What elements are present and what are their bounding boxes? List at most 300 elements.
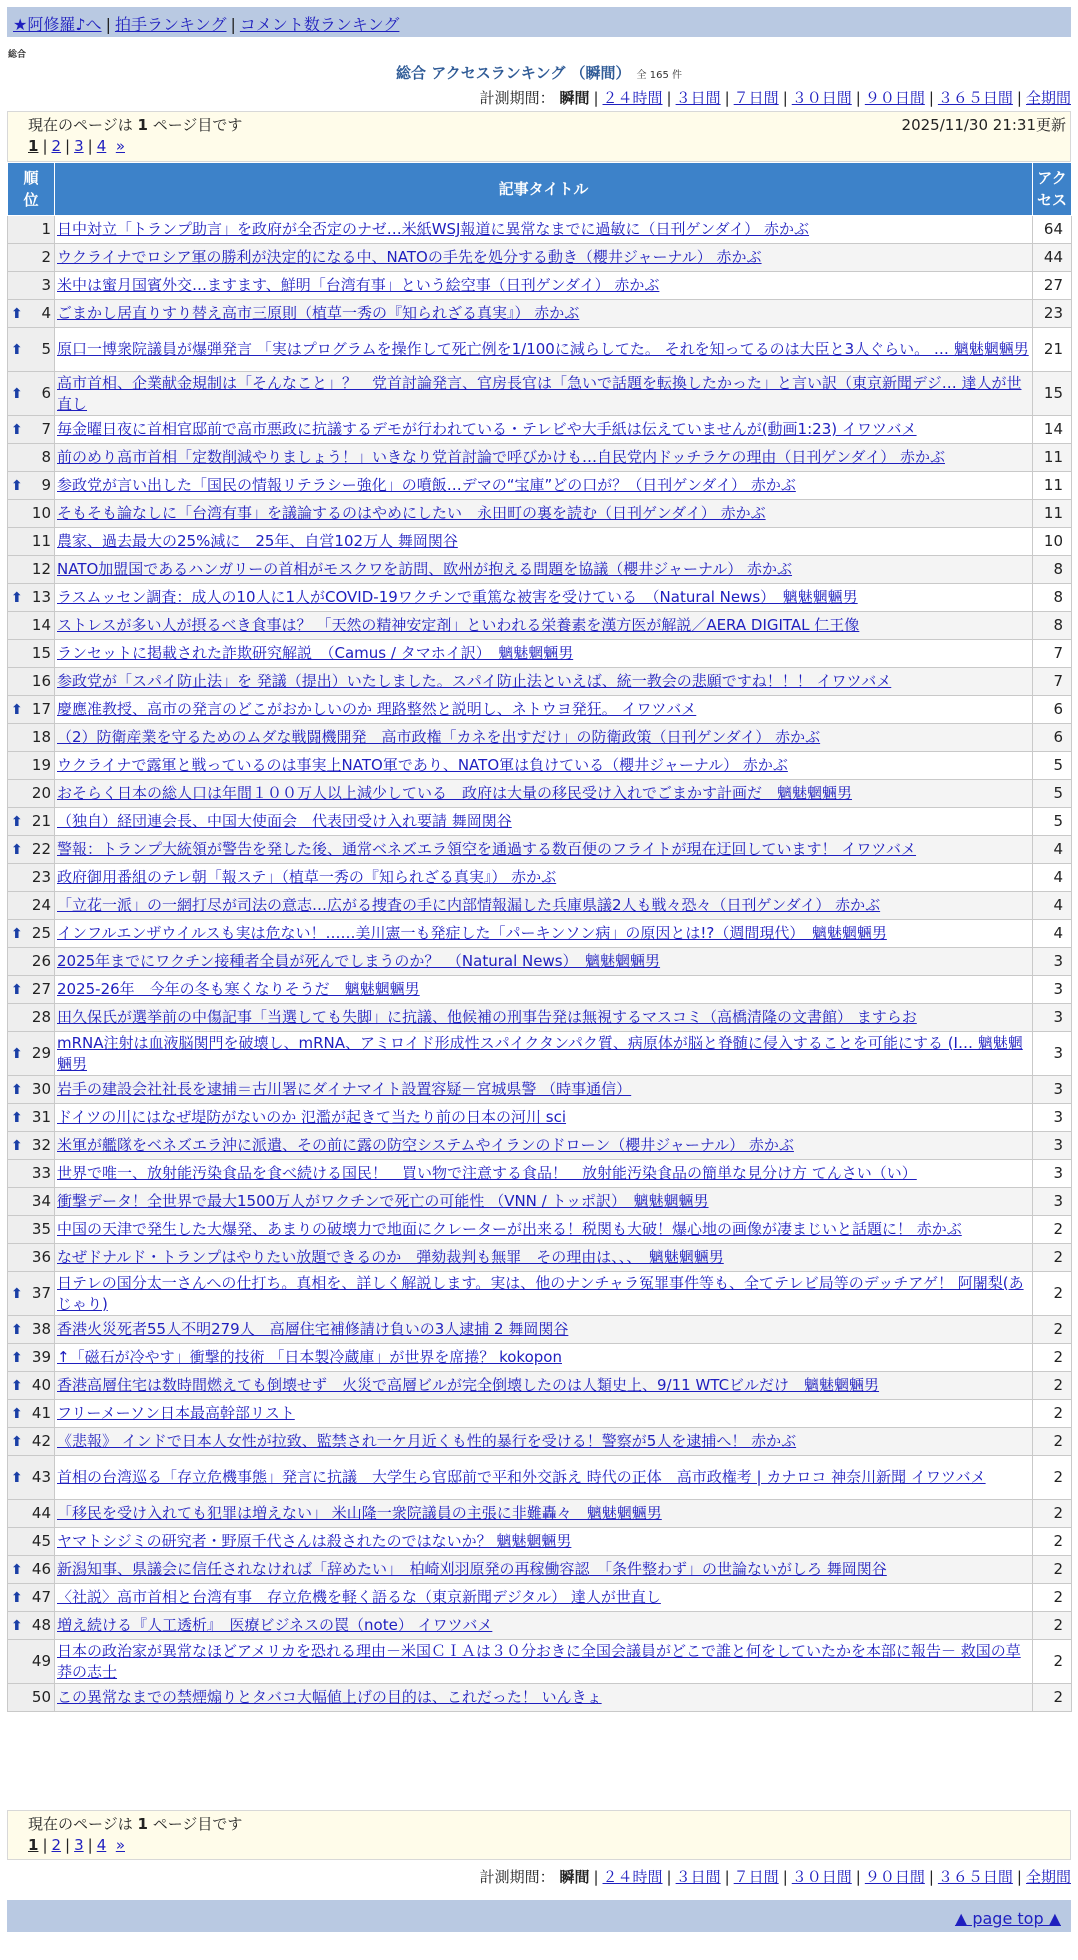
table-row: [8, 1004, 1072, 1032]
article-title-link[interactable]: （独自）経団連会長、中国大使面会 代表団受け入れ要請 舞岡関谷: [57, 812, 512, 830]
table-row: [8, 836, 1072, 864]
rank-cell: [8, 1032, 55, 1076]
link-asyura-home[interactable]: ★阿修羅♪へ: [13, 15, 102, 34]
rank-number: 48: [31, 1616, 51, 1634]
period-label: 計測期間：: [479, 89, 555, 107]
title-cell: [55, 1216, 1033, 1244]
access-count: 2: [1033, 1428, 1072, 1456]
title-cell: [55, 584, 1033, 612]
title-cell: [55, 216, 1033, 244]
article-title-link[interactable]: ストレスが多い人が摂るべき食事は？ 「天然の精神安定剤」といわれる栄養素を漢方医が解説／AERA DIGITAL 仁王像: [57, 616, 860, 634]
rank-cell: [8, 1244, 55, 1272]
table-row: [8, 892, 1072, 920]
article-title-link[interactable]: フリーメーソン日本最高幹部リスト: [57, 1404, 295, 1422]
title-cell: [55, 836, 1033, 864]
current-page-prefix: 現在のページは: [28, 1815, 133, 1833]
separator: |: [724, 1868, 730, 1886]
rank-number: 49: [31, 1652, 51, 1670]
access-count: 7: [1033, 640, 1072, 668]
access-count: 3: [1033, 976, 1072, 1004]
rank-number: 20: [31, 784, 51, 802]
article-title-link[interactable]: そもそも論なしに「台湾有事」を議論するのはやめにしたい 永田町の裏を読む（日刊ゲンダイ） 赤かぶ: [57, 504, 766, 522]
article-title-link[interactable]: おそらく日本の総人口は年間１００万人以上減少している 政府は大量の移民受け入れでごまかす計画だ 魑魅魍魎男: [57, 784, 853, 802]
period-label: 計測期間：: [479, 1868, 555, 1886]
rank-cell: [8, 668, 55, 696]
title-cell: [55, 416, 1033, 444]
access-count: 5: [1033, 752, 1072, 780]
rank-number: 45: [31, 1532, 51, 1550]
rank-cell: [8, 948, 55, 976]
access-count: 2: [1033, 1612, 1072, 1640]
page-top-link[interactable]: ▲ page top ▲: [954, 1909, 1061, 1928]
title-cell: [55, 780, 1033, 808]
article-title-link[interactable]: 衝撃データ！全世界で最大1500万人がワクチンで死亡の可能性 （VNN / トッポ訳） 魑魅魍魎男: [57, 1192, 709, 1210]
table-row: [8, 416, 1072, 444]
table-row: [8, 696, 1072, 724]
page-1-current: 1: [28, 137, 39, 155]
title-cell: [55, 1684, 1033, 1712]
table-row: [8, 1216, 1072, 1244]
page-2-link[interactable]: 2: [51, 137, 62, 155]
access-count: 6: [1033, 696, 1072, 724]
rank-number: 24: [31, 896, 51, 914]
access-count: 6: [1033, 724, 1072, 752]
table-row: [8, 1500, 1072, 1528]
access-count: 3: [1033, 1188, 1072, 1216]
access-count: 2: [1033, 1640, 1072, 1684]
article-title-link[interactable]: 香港火災死者55人不明279人 高層住宅補修請け負いの3人逮捕 2 舞岡関谷: [57, 1320, 569, 1338]
table-row: [8, 372, 1072, 416]
article-title-link[interactable]: 農家、過去最大の25%減に 25年、自営102万人 舞岡関谷: [57, 532, 458, 550]
access-count: 4: [1033, 864, 1072, 892]
separator: |: [87, 1836, 93, 1854]
article-title-link[interactable]: 前のめり高市首相「定数削減やりましょう！」いきなり党首討論で呼びかけも…自民党内ドッチラケの理由（日刊ゲンダイ） 赤かぶ: [57, 448, 945, 466]
rank-number: 3: [41, 276, 51, 294]
rank-number: 8: [41, 448, 51, 466]
title-cell: [55, 1528, 1033, 1556]
separator: |: [65, 137, 71, 155]
separator: |: [928, 1868, 934, 1886]
access-count: 3: [1033, 1032, 1072, 1076]
title-cell: [55, 1584, 1033, 1612]
article-title-link[interactable]: 田久保氏が選挙前の中傷記事「当選しても失脚」に抗議、他候補の刑事告発は無視するマスコミ（高橋清隆の文書館） ますらお: [57, 1008, 917, 1026]
separator: |: [105, 15, 111, 34]
access-count: 4: [1033, 892, 1072, 920]
access-count: 2: [1033, 1684, 1072, 1712]
rank-cell: [8, 416, 55, 444]
article-title-link[interactable]: 警報：トランプ大統領が警告を発した後、通常ベネズエラ領空を通過する数百便のフライトが現在迂回しています！ イワツバメ: [57, 840, 917, 858]
access-count: 64: [1033, 216, 1072, 244]
rank-number: 32: [31, 1136, 51, 1154]
rank-cell: [8, 244, 55, 272]
rank-number: 37: [31, 1284, 51, 1302]
table-row: [8, 272, 1072, 300]
rank-cell: [8, 724, 55, 752]
up-arrow-icon: ⬆: [11, 1617, 23, 1634]
access-count: 5: [1033, 780, 1072, 808]
article-title-link[interactable]: mRNA注射は血液脳関門を破壊し、mRNA、アミロイド形成性スパイクタンパク質、病原体が脳と脊髄に侵入することを可能にする (I… 魑魅魍魎男: [57, 1033, 1023, 1073]
current-page-prefix: 現在のページは: [28, 116, 133, 134]
access-count: 2: [1033, 1528, 1072, 1556]
article-title-link[interactable]: 政府御用番組のテレ朝「報ステ」（植草一秀の『知られざる真実』） 赤かぶ: [57, 868, 557, 886]
separator: |: [42, 1836, 48, 1854]
title-cell: [55, 1160, 1033, 1188]
title-cell: [55, 1316, 1033, 1344]
ranking-table-body: [8, 216, 1072, 1712]
period-current: 瞬間: [559, 1868, 590, 1886]
rank-cell: [8, 780, 55, 808]
rank-number: 38: [31, 1320, 51, 1338]
up-arrow-icon: ⬆: [11, 981, 23, 998]
access-count: 2: [1033, 1216, 1072, 1244]
article-title-link[interactable]: 毎金曜日夜に首相官邸前で高市悪政に抗議するデモが行われている・テレビや大手紙は伝えていませんが(動画1:23) イワツバメ: [57, 420, 917, 438]
article-title-link[interactable]: ウクライナでロシア軍の勝利が決定的になる中、NATOの手先を処分する動き（櫻井ジャーナル） 赤かぶ: [57, 248, 762, 266]
table-row: [8, 780, 1072, 808]
title-cell: [55, 1500, 1033, 1528]
access-count: 15: [1033, 372, 1072, 416]
article-title-link[interactable]: 《悲報》 インドで日本人女性が拉致、監禁され一ケ月近くも性的暴行を受ける！警察が5人を逮捕へ！ 赤かぶ: [57, 1432, 797, 1450]
article-title-link[interactable]: 首相の台湾巡る「存立危機事態」発言に抗議 大学生ら官邸前で平和外交訴え 時代の正体 高市政権考 | カナロコ 神奈川新聞 イワツバメ: [57, 1468, 986, 1486]
title-cell: [55, 752, 1033, 780]
up-arrow-icon: ⬆: [11, 1561, 23, 1578]
next-page-link[interactable]: »: [115, 1836, 125, 1854]
rank-number: 6: [41, 384, 51, 402]
article-title-link[interactable]: 2025-26年 今年の冬も寒くなりそうだ 魑魅魍魎男: [57, 980, 420, 998]
period-30d[interactable]: ３０日間: [791, 1868, 852, 1886]
table-row: [8, 1556, 1072, 1584]
period-7d[interactable]: ７日間: [733, 89, 779, 107]
article-title-link[interactable]: インフルエンザウイルスも実は危ない！……美川憲一も発症した「パーキンソン病」の原因とは!?（週間現代） 魑魅魍魎男: [57, 924, 887, 942]
page-3-link[interactable]: 3: [74, 137, 84, 155]
access-count: 4: [1033, 836, 1072, 864]
title-cell: [55, 1244, 1033, 1272]
article-title-link[interactable]: 日テレの国分太一さんへの仕打ち。真相を、詳しく解説します。実は、他のナンチャラ冤罪事件等も、全てテレビ局等のデッチアゲ！ 阿闍梨(あじゃり): [57, 1273, 1024, 1313]
access-count: 27: [1033, 272, 1072, 300]
title-cell: [55, 1272, 1033, 1316]
up-arrow-icon: ⬆: [11, 1045, 23, 1062]
article-title-link[interactable]: 世界で唯一、放射能汚染食品を食べ続ける国民！ 買い物で注意する食品！ 放射能汚染食品の簡単な見分け方 てんさい（い）: [57, 1164, 917, 1182]
article-title-link[interactable]: 原口一博衆院議員が爆弾発言 「実はプログラムを操作して死亡例を1/100に減らしてた。 それを知ってるのは大臣と3人ぐらい。 … 魑魅魍魎男: [57, 340, 1029, 358]
up-arrow-icon: ⬆: [11, 421, 23, 438]
up-arrow-icon: ⬆: [11, 1081, 23, 1098]
title-cell: [55, 1076, 1033, 1104]
title-cell: [55, 1372, 1033, 1400]
table-row: [8, 1684, 1072, 1712]
rank-number: 17: [31, 700, 51, 718]
up-arrow-icon: ⬆: [11, 1377, 23, 1394]
title-cell: [55, 1344, 1033, 1372]
rank-number: 41: [31, 1404, 51, 1422]
title-cell: [55, 300, 1033, 328]
rank-cell: [8, 1528, 55, 1556]
access-count: 10: [1033, 528, 1072, 556]
rank-cell: [8, 472, 55, 500]
up-arrow-icon: ⬆: [11, 385, 23, 402]
link-comment-ranking[interactable]: コメント数ランキング: [239, 15, 400, 34]
table-row: [8, 444, 1072, 472]
col-header-rank-line1: 順: [23, 169, 39, 187]
title-cell: [55, 1032, 1033, 1076]
access-count: 2: [1033, 1244, 1072, 1272]
article-title-link[interactable]: 新潟知事、県議会に信任されなければ「辞めたい」 柏崎刈羽原発の再稼働容認 「条件整わず」の世論ないがしろ 舞岡関谷: [57, 1560, 887, 1578]
article-title-link[interactable]: ウクライナで露軍と戦っているのは事実上NATO軍であり、NATO軍は負けている（櫻井ジャーナル） 赤かぶ: [57, 756, 788, 774]
access-count: 11: [1033, 444, 1072, 472]
access-count: 8: [1033, 556, 1072, 584]
page-title: [0, 62, 1078, 83]
access-count: 14: [1033, 416, 1072, 444]
rank-cell: [8, 1076, 55, 1104]
page-title-text: 総合 アクセスランキング （瞬間）: [396, 64, 631, 82]
period-all[interactable]: 全期間: [1025, 89, 1071, 107]
page-2-link[interactable]: 2: [51, 1836, 62, 1854]
page-4-link[interactable]: 4: [96, 137, 107, 155]
article-title-link[interactable]: ランセットに掲載された詐欺研究解説 （Camus / タマホイ訳） 魑魅魍魎男: [57, 644, 574, 662]
title-cell: [55, 1188, 1033, 1216]
table-row: [8, 584, 1072, 612]
article-title-link[interactable]: 米軍が艦隊をベネズエラ沖に派遣、その前に露の防空システムやイランのドローン（櫻井ジャーナル） 赤かぶ: [57, 1136, 794, 1154]
article-title-link[interactable]: 日中対立「トランプ助言」を政府が全否定のナゼ…米紙WSJ報道に異常なまでに過敏に（日刊ゲンダイ） 赤かぶ: [57, 220, 810, 238]
rank-number: 33: [31, 1164, 51, 1182]
rank-cell: [8, 1344, 55, 1372]
access-count: 4: [1033, 920, 1072, 948]
rank-cell: [8, 1584, 55, 1612]
period-selector-top: [480, 87, 1071, 108]
rank-number: 44: [31, 1504, 51, 1522]
rank-cell: [8, 640, 55, 668]
title-cell: [55, 272, 1033, 300]
period-30d[interactable]: ３０日間: [791, 89, 852, 107]
up-arrow-icon: ⬆: [11, 1285, 23, 1302]
up-arrow-icon: ⬆: [11, 1589, 23, 1606]
up-arrow-icon: ⬆: [11, 1433, 23, 1450]
rank-number: 21: [31, 812, 51, 830]
period-3d[interactable]: ３日間: [675, 1868, 721, 1886]
article-title-link[interactable]: 参政党が「スパイ防止法」を 発議（提出）いたしました。スパイ防止法といえば、統一教会の悲願ですね！！！ イワツバメ: [57, 672, 892, 690]
access-count: 3: [1033, 1160, 1072, 1188]
rank-cell: [8, 1428, 55, 1456]
up-arrow-icon: ⬆: [11, 1349, 23, 1366]
table-row: [8, 864, 1072, 892]
period-3d[interactable]: ３日間: [675, 89, 721, 107]
title-cell: [55, 472, 1033, 500]
rank-number: 4: [41, 304, 51, 322]
table-row: [8, 500, 1072, 528]
article-title-link[interactable]: 慶應准教授、高市の発言のどこがおかしいのか 理路整然と説明し、ネトウヨ発狂。 イワツバメ: [57, 700, 697, 718]
title-cell: [55, 668, 1033, 696]
separator: |: [65, 1836, 71, 1854]
pagination-bottom: [28, 1836, 125, 1854]
period-24h[interactable]: ２４時間: [602, 1868, 663, 1886]
rank-cell: [8, 1104, 55, 1132]
rank-number: 12: [31, 560, 51, 578]
table-row: [8, 1640, 1072, 1684]
rank-number: 19: [31, 756, 51, 774]
title-cell: [55, 1400, 1033, 1428]
separator: |: [593, 89, 599, 107]
rank-cell: [8, 976, 55, 1004]
article-title-link[interactable]: なぜドナルド・トランプはやりたい放題できるのか 弾劾裁判も無罪 その理由は、、、 魑魅魍魎男: [57, 1248, 724, 1266]
page-info-top: [7, 111, 1071, 162]
up-arrow-icon: ⬆: [11, 1321, 23, 1338]
access-count: 2: [1033, 1556, 1072, 1584]
period-selector-bottom: [480, 1866, 1071, 1887]
rank-cell: [8, 1556, 55, 1584]
title-cell: [55, 808, 1033, 836]
rank-cell: [8, 892, 55, 920]
table-row: [8, 1132, 1072, 1160]
article-title-link[interactable]: この異常なまでの禁煙煽りとタバコ大幅値上げの目的は、これだった！ いんきょ: [57, 1688, 602, 1706]
table-row: [8, 640, 1072, 668]
next-page-link[interactable]: »: [115, 137, 125, 155]
title-cell: [55, 612, 1033, 640]
rank-number: 22: [31, 840, 51, 858]
rank-cell: [8, 1640, 55, 1684]
article-title-link[interactable]: ごまかし居直りすり替え高市三原則（植草一秀の『知られざる真実』） 赤かぶ: [57, 304, 580, 322]
rank-cell: [8, 836, 55, 864]
rank-cell: [8, 1132, 55, 1160]
access-count: 3: [1033, 1132, 1072, 1160]
article-title-link[interactable]: ドイツの川にはなぜ堤防がないのか 氾濫が起きて当たり前の日本の河川 sci: [57, 1108, 567, 1126]
rank-cell: [8, 328, 55, 372]
title-cell: [55, 1004, 1033, 1032]
period-365d[interactable]: ３６５日間: [937, 1868, 1013, 1886]
separator: |: [593, 1868, 599, 1886]
rank-cell: [8, 1456, 55, 1500]
up-arrow-icon: ⬆: [11, 1109, 23, 1126]
title-cell: [55, 1428, 1033, 1456]
separator: |: [42, 137, 48, 155]
access-count: 44: [1033, 244, 1072, 272]
article-title-link[interactable]: ラスムッセン調査：成人の10人に1人がCOVID-19ワクチンで重篤な被害を受けている （Natural News） 魑魅魍魎男: [57, 588, 858, 606]
article-title-link[interactable]: NATO加盟国であるハンガリーの首相がモスクワを訪問、欧州が抱える問題を協議（櫻井ジャーナル） 赤かぶ: [57, 560, 793, 578]
rank-number: 11: [31, 532, 51, 550]
article-title-link[interactable]: 岩手の建設会社社長を逮捕＝古川署にダイナマイト設置容疑－宮城県警 （時事通信）: [57, 1080, 632, 1098]
rank-number: 25: [31, 924, 51, 942]
article-title-link[interactable]: （2）防衛産業を守るためのムダな戦闘機開発 高市政権「カネを出すだけ」の防衛政策（日刊ゲンダイ） 赤かぶ: [57, 728, 821, 746]
article-title-link[interactable]: 日本の政治家が異常なほどアメリカを恐れる理由－米国ＣＩＡは３０分おきに全国会議員がどこで誰と何をしていたかを本部に報告－ 救国の草莽の志士: [57, 1641, 1021, 1681]
rank-number: 27: [31, 980, 51, 998]
period-365d[interactable]: ３６５日間: [937, 89, 1013, 107]
period-90d[interactable]: ９０日間: [864, 1868, 925, 1886]
link-applause-ranking[interactable]: 拍手ランキング: [114, 15, 227, 34]
separator: |: [782, 89, 788, 107]
article-title-link[interactable]: 増え続ける『人工透析』 医療ビジネスの罠（note） イワツバメ: [57, 1616, 493, 1634]
title-cell: [55, 864, 1033, 892]
up-arrow-icon: ⬆: [11, 305, 23, 322]
rank-number: 2: [41, 248, 51, 266]
article-title-link[interactable]: ヤマトシジミの研究者・野原千代さんは殺されたのではないか？ 魑魅魍魎男: [57, 1532, 572, 1550]
title-cell: [55, 1104, 1033, 1132]
period-24h[interactable]: ２４時間: [602, 89, 663, 107]
rank-cell: [8, 808, 55, 836]
separator: |: [87, 137, 93, 155]
article-title-link[interactable]: 参政党が言い出した「国民の情報リテラシー強化」の噴飯…デマの“宝庫”どの口が？（日刊ゲンダイ） 赤かぶ: [57, 476, 796, 494]
article-title-link[interactable]: 香港高層住宅は数時間燃えても倒壊せず 火災で高層ビルが完全倒壊したのは人類史上、9/11 WTCビルだけ 魑魅魍魎男: [57, 1376, 880, 1394]
table-row: [8, 1160, 1072, 1188]
rank-cell: [8, 752, 55, 780]
separator: |: [666, 89, 672, 107]
rank-number: 35: [31, 1220, 51, 1238]
up-arrow-icon: ⬆: [11, 1405, 23, 1422]
table-row: [8, 1344, 1072, 1372]
title-cell: [55, 556, 1033, 584]
table-row: [8, 1316, 1072, 1344]
access-count: 3: [1033, 1104, 1072, 1132]
table-row: [8, 1372, 1072, 1400]
article-title-link[interactable]: 〈社説〉高市首相と台湾有事 存立危機を軽く語るな（東京新聞デジタル） 達人が世直し: [57, 1588, 661, 1606]
article-title-link[interactable]: 「立花一派」の一網打尽が司法の意志…広がる捜査の手に内部情報漏した兵庫県議2人も戦々恐々（日刊ゲンダイ） 赤かぶ: [57, 896, 881, 914]
article-title-link[interactable]: 2025年までにワクチン接種者全員が死んでしまうのか？ （Natural News） 魑魅魍魎男: [57, 952, 661, 970]
page-4-link[interactable]: 4: [96, 1836, 107, 1854]
title-cell: [55, 920, 1033, 948]
current-page-text: [28, 114, 242, 135]
separator: |: [855, 89, 861, 107]
rank-cell: [8, 300, 55, 328]
title-cell: [55, 640, 1033, 668]
rank-number: 47: [31, 1588, 51, 1606]
col-header-access-line1: アク: [1037, 169, 1067, 187]
table-row: [8, 1104, 1072, 1132]
col-header-title: 記事タイトル: [55, 163, 1033, 216]
rank-cell: [8, 272, 55, 300]
article-title-link[interactable]: 高市首相、企業献金規制は「そんなこと」？ 党首討論発言、官房長官は「急いで話題を転換したかった」と言い訳（東京新聞デジ… 達人が世直し: [57, 373, 1022, 413]
article-title-link[interactable]: ↑「磁石が冷やす」衝撃的技術 「日本製冷蔵庫」が世界を席捲？ kokopon: [57, 1348, 562, 1366]
footer-bar: [7, 1900, 1071, 1932]
separator: |: [230, 15, 236, 34]
rank-number: 18: [31, 728, 51, 746]
rank-number: 46: [31, 1560, 51, 1578]
table-row: [8, 1400, 1072, 1428]
up-arrow-icon: ⬆: [11, 813, 23, 830]
rank-cell: [8, 920, 55, 948]
up-arrow-icon: ⬆: [11, 701, 23, 718]
page-1-current: 1: [28, 1836, 39, 1854]
title-cell: [55, 1556, 1033, 1584]
page-3-link[interactable]: 3: [74, 1836, 84, 1854]
article-title-link[interactable]: 中国の天津で発生した大爆発、あまりの破壊力で地面にクレーターが出来る！税関も大破！爆心地の画像が凄まじいと話題に！ 赤かぶ: [57, 1220, 962, 1238]
col-header-access-line2: セス: [1036, 191, 1067, 209]
separator: |: [1016, 1868, 1022, 1886]
table-row: [8, 244, 1072, 272]
up-arrow-icon: ⬆: [11, 925, 23, 942]
rank-number: 5: [41, 340, 51, 358]
article-title-link[interactable]: 「移民を受け入れても犯罪は増えない」 米山隆一衆院議員の主張に非難轟々 魑魅魍魎男: [57, 1504, 662, 1522]
rank-number: 13: [31, 588, 51, 606]
rank-cell: [8, 1500, 55, 1528]
rank-cell: [8, 584, 55, 612]
rank-number: 39: [31, 1348, 51, 1366]
rank-cell: [8, 444, 55, 472]
article-title-link[interactable]: 米中は蜜月国賓外交…ますます、鮮明「台湾有事」という絵空事（日刊ゲンダイ） 赤かぶ: [57, 276, 660, 294]
up-arrow-icon: ⬆: [11, 477, 23, 494]
rank-number: 42: [31, 1432, 51, 1450]
col-header-rank-line2: 位: [23, 191, 39, 209]
rank-cell: [8, 1372, 55, 1400]
header-bar: [7, 7, 1071, 37]
period-7d[interactable]: ７日間: [733, 1868, 779, 1886]
period-all[interactable]: 全期間: [1025, 1868, 1071, 1886]
access-count: 7: [1033, 668, 1072, 696]
table-row: [8, 1272, 1072, 1316]
rank-number: 34: [31, 1192, 51, 1210]
rank-cell: [8, 1216, 55, 1244]
access-count: 2: [1033, 1500, 1072, 1528]
rank-cell: [8, 1400, 55, 1428]
table-row: [8, 328, 1072, 372]
period-90d[interactable]: ９０日間: [864, 89, 925, 107]
table-row: [8, 808, 1072, 836]
title-cell: [55, 724, 1033, 752]
